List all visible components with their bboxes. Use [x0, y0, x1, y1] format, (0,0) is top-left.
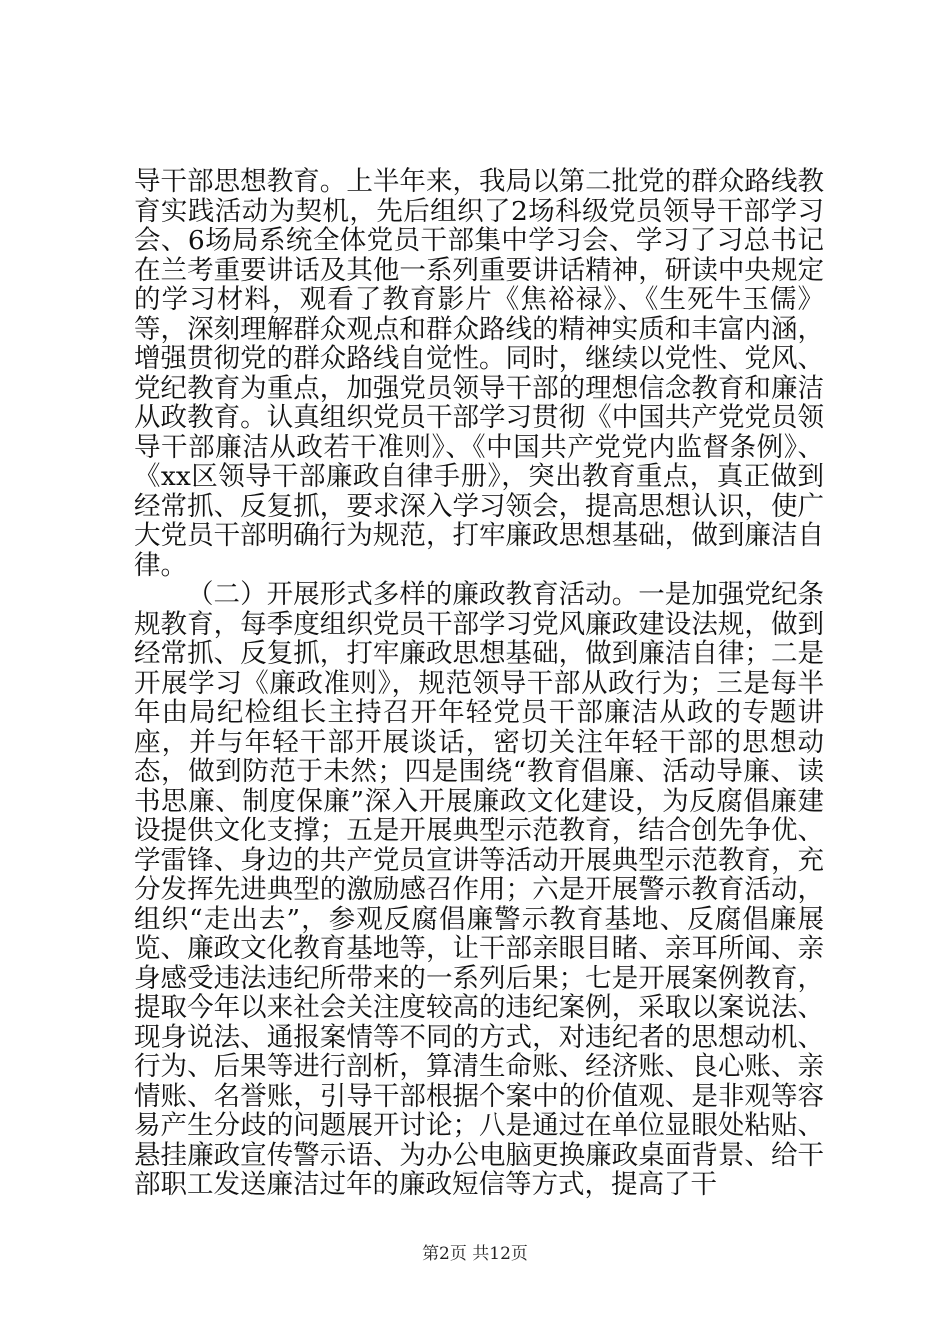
document-body [134, 167, 824, 1200]
paragraph-2: （二）开展形式多样的廉政教育活动。一是加强党纪条规教育，每季度组织党员干部学习党风廉政建设法规，做到经常抓、反复抓，打牢廉政思想基础，做到廉洁自律；二是开展学习《廉政准则》，规范领导干部从政行为；三是每半年由局纪检组长主持召开年轻党员干部廉洁从政的专题讲座，并与年轻干部开展谈话，密切关注年轻干部的思想动态，做到防范于未然；四是围绕“教育倡廉、活动导廉、读书思廉、制度保廉”深入开展廉政文化建设，为反腐倡廉建设提供文化支撑；五是开展典型示范教育，结合创先争优、学雷锋、身边的共产党员宣讲等活动开展典型示范教育，充分发挥先进典型的激励感召作用；六是开展警示教育活动，组织“走出去”，参观反腐倡廉警示教育基地、反腐倡廉展览、廉政文化教育基地等，让干部亲眼目睹、亲耳所闻、亲身感受违法违纪所带来的一系列后果；七是开展案例教育，提取今年以来社会关注度较高的违纪案例，采取以案说法、现身说法、通报案情等不同的方式，对违纪者的思想动机、行为、后果等进行剖析，算清生命账、经济账、良心账、亲情账、名誉账，引导干部根据个案中的价值观、是非观等容易产生分歧的问题展开讨论；八是通过在单位显眼处粘贴、悬挂廉政宣传警示语、为办公电脑更换廉政桌面背景、给干部职工发送廉洁过年的廉政短信等方式，提高了干 [134, 579, 824, 1200]
page-footer [0, 1244, 950, 1264]
page-number: 第2页 共12页 [422, 1244, 528, 1264]
paragraph-1: 导干部思想教育。上半年来，我局以第二批党的群众路线教育实践活动为契机，先后组织了2场科级党员领导干部学习会、6场局系统全体党员干部集中学习会、学习了习总书记在兰考重要讲话及其他一系列重要讲话精神，研读中央规定的学习材料，观看了教育影片《焦裕禄》、《生死牛玉儒》等，深刻理解群众观点和群众路线的精神实质和丰富内涵，增强贯彻党的群众路线自觉性。同时，继续以党性、党风、党纪教育为重点，加强党员领导干部的理想信念教育和廉洁从政教育。认真组织党员干部学习贯彻《中国共产党党员领导干部廉洁从政若干准则》、《中国共产党党内监督条例》、《xx区领导干部廉政自律手册》，突出教育重点，真正做到经常抓、反复抓，要求深入学习领会，提高思想认识，使广大党员干部明确行为规范，打牢廉政思想基础，做到廉洁自律。 [134, 166, 824, 581]
